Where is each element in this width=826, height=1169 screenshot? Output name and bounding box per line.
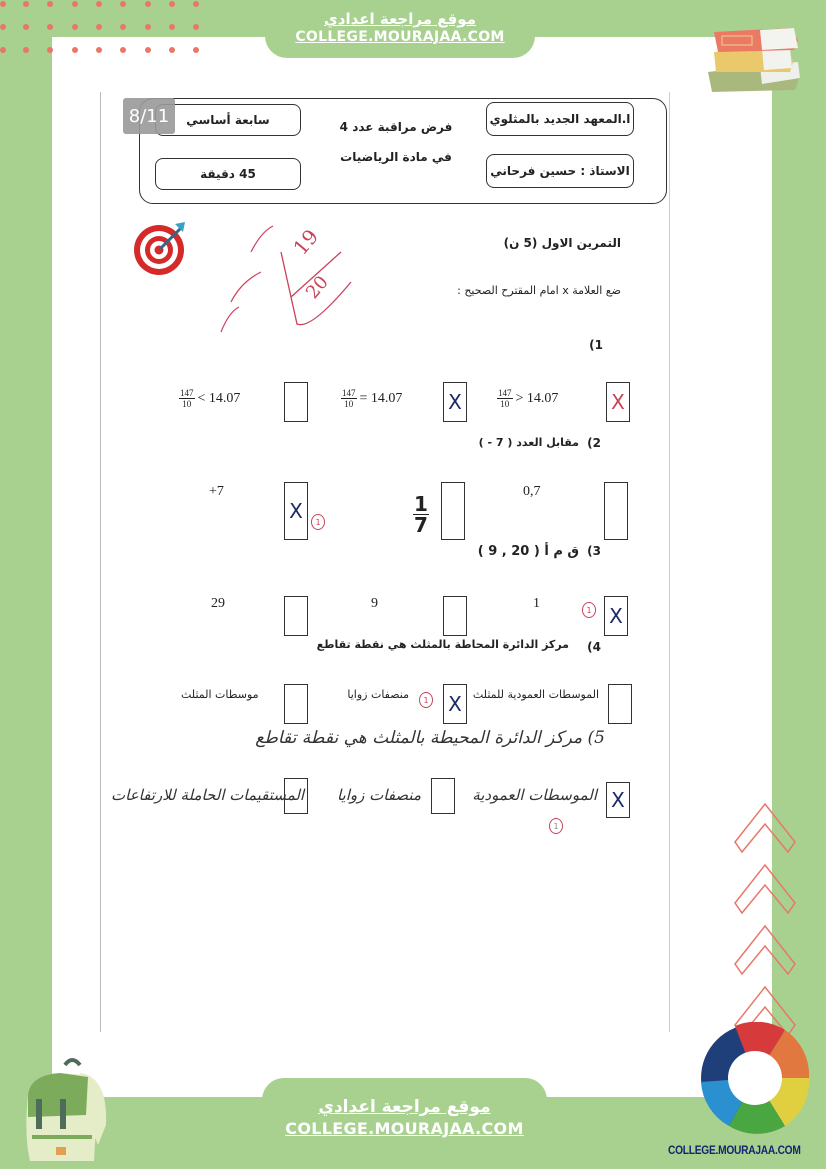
question-5-prompt: 5) مركز الدائرة المحيطة بالمثلث هي نقطة تقاطع [255,728,605,748]
site-name-arabic[interactable]: موقع مراجعة اعدادي [324,10,476,28]
target-icon [133,220,189,276]
question-3-number: 3) [587,544,601,558]
q2-option-1: 0,7 [523,484,541,499]
grade-note-q2: 1 [311,514,325,530]
exam-paper [100,92,670,1032]
grade-note-q5: 1 [549,818,563,834]
q1-option-1: $\frac{147}{10}$ > 14.07 [498,388,559,409]
q2-checkbox-2[interactable] [441,482,465,540]
site-banner-bottom[interactable] [262,1078,547,1169]
grade-annotation [201,212,361,352]
class-level: سابعة أساسي [155,104,301,136]
q1-checkbox-2[interactable]: X [443,382,467,422]
q1-option-3: $\frac{147}{10}$ < 14.07 [180,388,241,409]
books-icon [700,10,805,95]
grade-note-q3: 1 [582,602,596,618]
q3-option-1: 1 [533,596,540,611]
q1-checkbox-1[interactable]: X [606,382,630,422]
q2-checkbox-3[interactable]: X [284,482,308,540]
q4-checkbox-2[interactable]: X [443,684,467,724]
teacher-name: الاستاذ : حسين فرحاني [486,154,634,188]
grade-score: 19 [288,224,324,260]
exam-duration: 45 دقيقة [155,158,301,190]
question-4-number: 4) [587,640,601,654]
site-name-arabic-bottom[interactable]: موقع مراجعة اعدادي [318,1097,491,1117]
exam-title: فرض مراقبة عدد 4 [339,120,453,134]
q3-checkbox-2[interactable] [443,596,467,636]
q5-option-2: منصفات زوايا [336,786,421,804]
q2-option-2: $\frac{1}{7}$ [414,492,428,537]
exam-subject: في مادة الرياضيات [340,150,452,164]
q4-option-1: الموسطات العمودية للمثلث [472,688,599,701]
question-2-prompt: مقابل العدد ( 7 - ) [478,436,579,449]
backpack-icon [10,1055,115,1165]
q4-option-3: موسطات المثلث [181,688,259,701]
q2-checkbox-1[interactable] [604,482,628,540]
q5-checkbox-2[interactable] [431,778,455,814]
q3-option-2: 9 [371,596,378,611]
q5-option-3: المستقيمات الحاملة للارتفاعات [111,786,305,804]
site-url[interactable]: COLLEGE.MOURAJAA.COM [295,29,505,45]
q3-option-3: 29 [211,596,225,611]
grade-total: 20 [302,271,333,304]
q2-option-3: +7 [209,484,224,499]
chevron-up-icon [730,790,800,1040]
site-banner-top[interactable] [265,0,535,58]
q5-option-1: الموسطات العمودية [472,786,597,804]
school-name: ا.المعهد الجديد بالمثلوي [486,102,634,136]
site-logo-label[interactable]: COLLEGE.MOURAJAA.COM [668,1143,801,1157]
q4-checkbox-3[interactable] [284,684,308,724]
question-2-number: 2) [587,436,601,450]
q1-checkbox-3[interactable] [284,382,308,422]
q5-checkbox-1[interactable]: X [606,782,630,818]
grade-note-q4: 1 [419,692,433,708]
q3-checkbox-1[interactable]: X [604,596,628,636]
decorative-dots-row3 [0,0,210,60]
question-4-prompt: مركز الدائرة المحاطة بالمثلث هي نقطة تقاطع [316,638,569,651]
q1-option-2: $\frac{147}{10}$ = 14.07 [342,388,403,409]
q3-checkbox-3[interactable] [284,596,308,636]
site-logo-icon[interactable] [695,1022,815,1137]
q4-checkbox-1[interactable] [608,684,632,724]
page-indicator: 8/11 [123,98,175,134]
site-url-bottom[interactable]: COLLEGE.MOURAJAA.COM [285,1119,524,1138]
exercise-instruction: ضع العلامة x امام المقترح الصحيح : [457,284,621,297]
question-3-prompt: ق م أ ( 20 , 9 ) [477,544,579,559]
q4-option-2: منصفات زوايا [347,688,409,701]
exercise-title: التمرين الاول (5 ن) [503,236,621,250]
question-1-number: 1) [589,338,603,352]
